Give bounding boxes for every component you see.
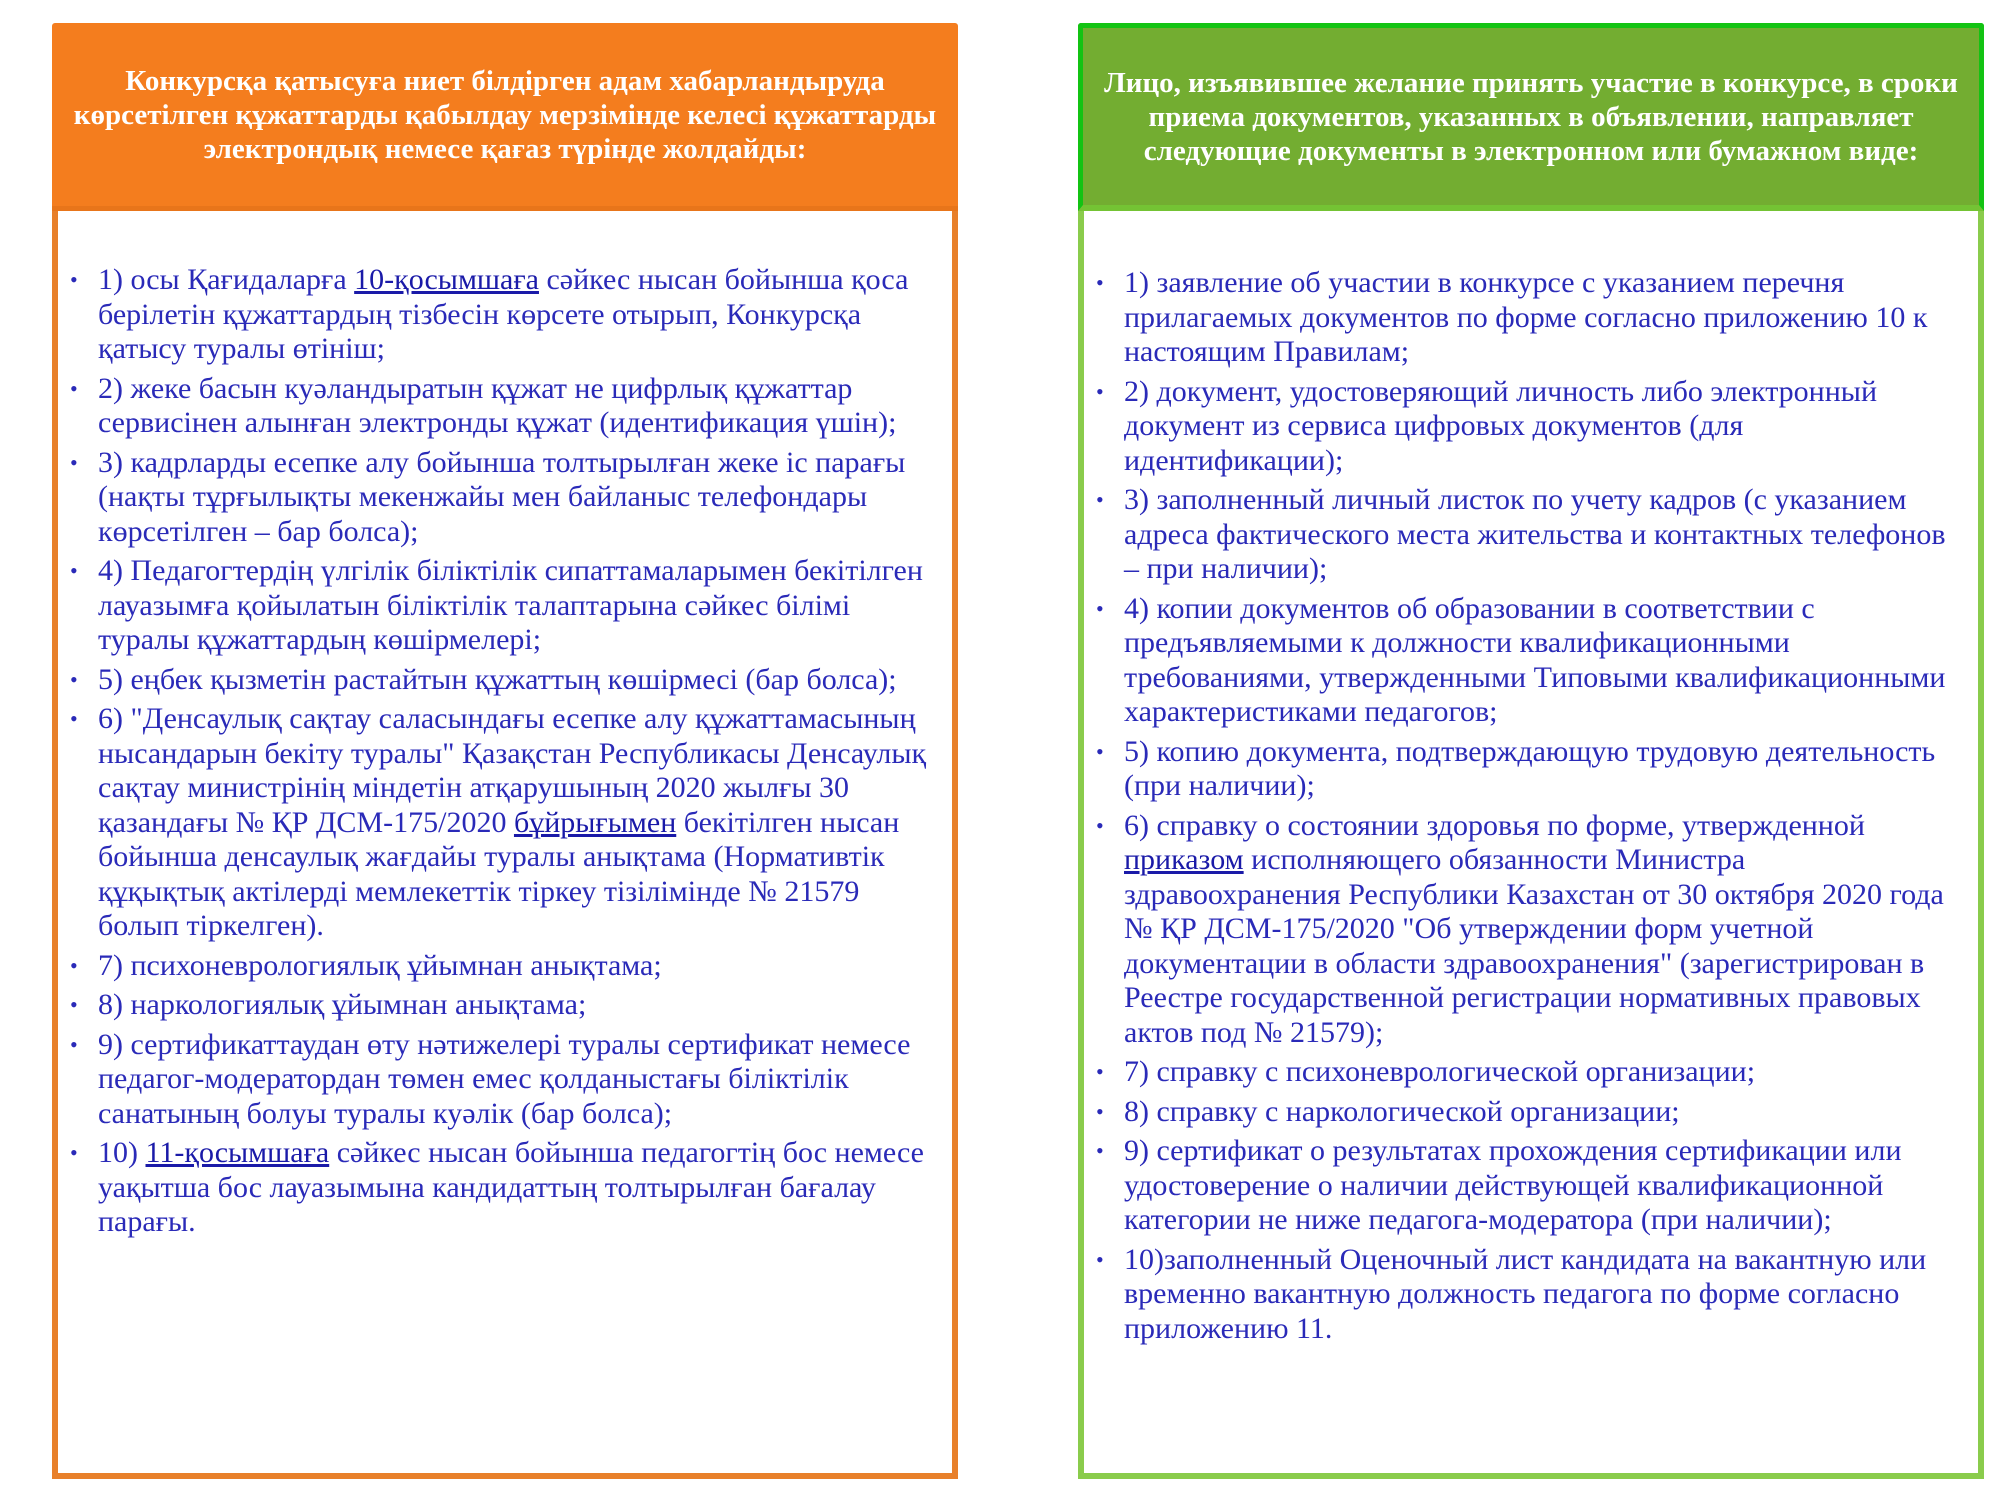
item-text: 3) кадрларды есепке алу бойынша толтырылған жеке іс парағы (нақты тұрғылықты мекенжайы мен байланыс телефондары көрсетілген – бар болса); bbox=[98, 445, 906, 548]
list-item bbox=[68, 1028, 940, 1132]
list-item bbox=[68, 372, 940, 441]
list-item bbox=[68, 702, 940, 944]
bullet-icon: • bbox=[1096, 1138, 1104, 1163]
list-item bbox=[1094, 483, 1966, 587]
bullet-icon: • bbox=[1096, 378, 1104, 404]
bullet-icon: • bbox=[70, 449, 78, 475]
kazakh-panel-body bbox=[52, 211, 958, 1479]
bullet-icon: • bbox=[70, 1031, 78, 1057]
item-text: 1) заявление об участии в конкурсе с указанием перечня прилагаемых документов по форме согласно приложению 10 к настоящим Правилам; bbox=[1124, 266, 1928, 368]
russian-panel bbox=[1078, 23, 1984, 1479]
item-text: 10)заполненный Оценочный лист кандидата на вакантную или временно вакантную должность педагога по форме согласно приложению 11. bbox=[1124, 1242, 1927, 1345]
bullet-icon: • bbox=[1096, 595, 1104, 621]
list-item bbox=[1094, 1134, 1966, 1238]
bullet-icon: • bbox=[70, 992, 78, 1017]
item-text: 8) справку с наркологической организации; bbox=[1124, 1094, 1680, 1128]
list-item bbox=[68, 949, 940, 984]
item-text: 2) жеке басын куәландыратын құжат не цифрлық құжаттар сервисінен алынған электронды құжат (идентификация үшін); bbox=[98, 371, 897, 439]
item-text: 7) справку с психоневрологической организации; bbox=[1124, 1055, 1756, 1088]
bullet-icon: • bbox=[70, 375, 78, 401]
list-item bbox=[1094, 809, 1966, 1051]
bullet-icon: • bbox=[1096, 738, 1104, 764]
item-text: 8) наркологиялық ұйымнан анықтама; bbox=[98, 988, 587, 1021]
bullet-icon: • bbox=[1096, 1246, 1104, 1272]
bullet-icon: • bbox=[70, 706, 78, 731]
item-text: 6) справку о состоянии здоровья по форме, утвержденной bbox=[1124, 808, 1865, 842]
list-item bbox=[68, 1136, 940, 1240]
item-text: 5) еңбек қызметін растайтын құжаттың көшірмесі (бар болса); bbox=[98, 662, 897, 696]
kazakh-document-list bbox=[68, 263, 940, 1245]
bullet-icon: • bbox=[1096, 812, 1104, 838]
bullet-icon: • bbox=[70, 558, 78, 583]
item-text-continued: исполняющего обязанности Министра здравоохранения Республики Казахстан от 30 октября 2020 года № ҚР ДСМ-175/2020 "Об утверждении форм учетной документации в области здравоохранения" (зарегистрирован в Реестре государственной регистрации нормативных правовых актов под № 21579); bbox=[1124, 843, 1944, 1049]
list-item bbox=[1094, 1243, 1966, 1347]
russian-panel-body bbox=[1078, 211, 1984, 1479]
item-text-continued: сәйкес нысан бойынша қоса берілетін құжаттардың тізбесін көрсете отырып, Конкурсқа қатысу туралы өтініш; bbox=[98, 263, 909, 365]
bullet-icon: • bbox=[70, 952, 78, 978]
document-link[interactable]: 11-қосымшаға bbox=[145, 1136, 330, 1169]
bullet-icon: • bbox=[70, 267, 78, 292]
bullet-icon: • bbox=[70, 666, 78, 692]
item-text: 5) копию документа, подтверждающую трудовую деятельность (при наличии); bbox=[1124, 734, 1936, 802]
item-text-continued: бекітілген нысан бойынша денсаулық жағдайы туралы анықтама (Нормативтік құқықтық актілерді мемлекеттік тіркеу тізілімінде № 21579 болып тіркелген). bbox=[98, 805, 900, 942]
kazakh-panel-title: Конкурсқа қатысуға ниет білдірген адам хабарландыруда көрсетілген құжаттарды қабылдау мерзімінде келесі құжаттарды электрондық немесе қағаз түрінде жолдайды: bbox=[73, 64, 937, 165]
bullet-icon: • bbox=[1096, 1059, 1104, 1084]
item-text: 2) документ, удостоверяющий личность либо электронный документ из сервиса цифровых документов (для идентификации); bbox=[1124, 374, 1878, 477]
bullet-icon: • bbox=[1096, 270, 1104, 295]
list-item bbox=[1094, 375, 1966, 479]
list-item bbox=[68, 263, 940, 367]
item-text: 10) bbox=[98, 1136, 146, 1169]
item-text-continued: сәйкес нысан бойынша педагогтің бос немесе уақытша бос лауазымына кандидаттың толтырылған бағалау парағы. bbox=[98, 1136, 924, 1238]
bullet-icon: • bbox=[70, 1140, 78, 1165]
document-link[interactable]: 10-қосымшаға bbox=[354, 263, 539, 296]
list-item bbox=[68, 663, 940, 698]
item-text: 4) Педагогтердің үлгілік біліктілік сипаттамаларымен бекітілген лауазымға қойылатын біліктілік талаптарына сәйкес білімі туралы құжаттардың көшірмелері; bbox=[98, 554, 923, 656]
list-item bbox=[1094, 1055, 1966, 1090]
list-item bbox=[1094, 266, 1966, 370]
item-text: 9) сертификаттаудан өту нәтижелері туралы сертификат немесе педагог-модератордан төмен емес қолданыстағы біліктілік санатының болуы туралы куәлік (бар болса); bbox=[98, 1027, 911, 1130]
item-text: 9) сертификат о результатах прохождения сертификации или удостоверение о наличии действующей квалификационной категории не ниже педагога-модератора (при наличии); bbox=[1124, 1134, 1902, 1236]
list-item bbox=[68, 988, 940, 1023]
russian-panel-title: Лицо, изъявившее желание принять участие в конкурсе, в сроки приема документов, указанных в объявлении, направляет следующие документы в электронном или бумажном виде: bbox=[1104, 66, 1958, 167]
list-item bbox=[68, 554, 940, 658]
russian-document-list bbox=[1094, 266, 1966, 1351]
bullet-icon: • bbox=[1096, 487, 1104, 512]
item-text: 1) осы Қағидаларға bbox=[98, 263, 355, 296]
bullet-icon: • bbox=[1096, 1098, 1104, 1124]
document-link[interactable]: приказом bbox=[1124, 843, 1244, 876]
kazakh-panel bbox=[52, 23, 958, 1479]
list-item bbox=[1094, 1095, 1966, 1130]
list-item bbox=[68, 446, 940, 550]
item-text: 7) психоневрологиялық ұйымнан анықтама; bbox=[98, 948, 662, 982]
kazakh-panel-header bbox=[52, 23, 958, 211]
russian-panel-header bbox=[1078, 23, 1984, 211]
document-link[interactable]: бұйрығымен bbox=[513, 805, 677, 839]
item-text: 6) "Денсаулық сақтау саласындағы есепке алу құжаттамасының нысандарын бекіту туралы" Қазақстан Республикасы Денсаулық сақтау министрінің міндетін атқарушының 2020 жылғы 30 қазандағы № ҚР ДСМ-175/2020 bbox=[98, 702, 927, 839]
list-item bbox=[1094, 735, 1966, 804]
item-text: 3) заполненный личный листок по учету кадров (с указанием адреса фактического места жительства и контактных телефонов – при наличии); bbox=[1124, 483, 1946, 585]
item-text: 4) копии документов об образовании в соответствии с предъявляемыми к должности квалификационными требованиями, утвержденными Типовыми квалификационными характеристиками педагогов; bbox=[1124, 591, 1946, 728]
list-item bbox=[1094, 592, 1966, 730]
